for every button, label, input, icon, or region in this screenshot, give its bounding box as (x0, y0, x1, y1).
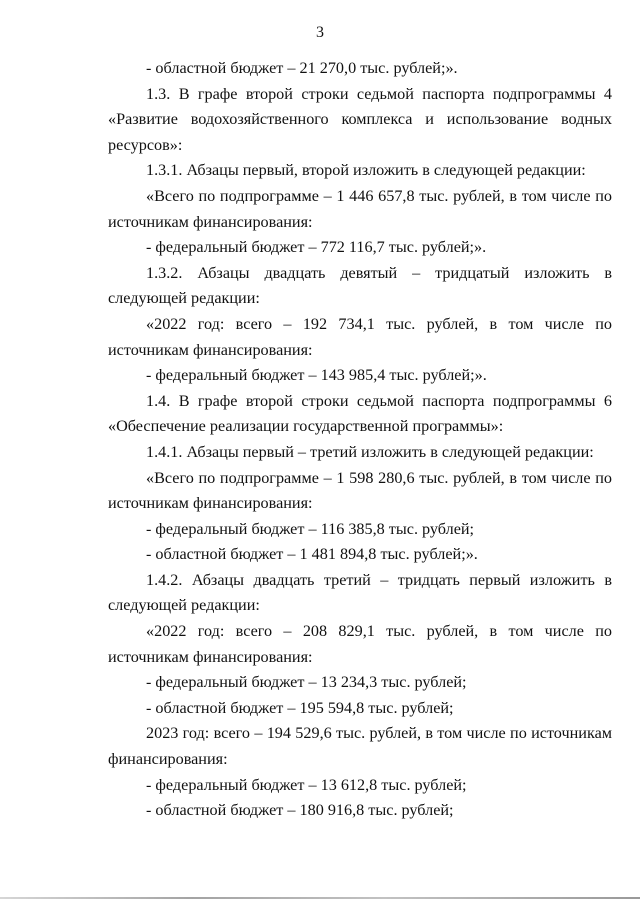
paragraph: - федеральный бюджет – 116 385,8 тыс. рублей; (146, 519, 475, 538)
paragraph: 1.3. В графе второй строки седьмой паспорта подпрограммы 4 «Развитие водохозяйственного комплекса и использование водных ресурсов»: (108, 84, 612, 154)
paragraph: «Всего по подпрограмме – 1 598 280,6 тыс. рублей, в том числе по источникам финансирования: (108, 468, 612, 513)
paragraph: - федеральный бюджет – 13 612,8 тыс. рублей; (146, 775, 467, 794)
paragraph: «Всего по подпрограмме – 1 446 657,8 тыс. рублей, в том числе по источникам финансирования: (108, 186, 612, 231)
paragraph: «2022 год: всего – 208 829,1 тыс. рублей, в том числе по источникам финансирования: (108, 622, 612, 666)
page-bottom-edge (0, 897, 640, 899)
paragraph: - областной бюджет – 21 270,0 тыс. рублей;». (146, 59, 458, 77)
paragraph: - федеральный бюджет – 13 234,3 тыс. рублей; (146, 673, 467, 692)
paragraph: 2023 год: всего – 194 529,6 тыс. рублей, в том числе по источникам финансирования: (108, 724, 612, 769)
document-body (108, 56, 612, 824)
paragraph: 1.4.1. Абзацы первый – третий изложить в следующей редакции: (146, 442, 594, 461)
paragraph: - областной бюджет – 195 594,8 тыс. рублей; (146, 698, 454, 717)
paragraph: «2022 год: всего – 192 734,1 тыс. рублей, в том числе по источникам финансирования: (108, 314, 612, 359)
page-number: 3 (316, 24, 324, 41)
paragraph: 1.4. В графе второй строки седьмой паспорта подпрограммы 6 «Обеспечение реализации государственной программы»: (108, 391, 612, 436)
paragraph: - областной бюджет – 1 481 894,8 тыс. рублей;». (146, 545, 478, 564)
paragraph: - федеральный бюджет – 143 985,4 тыс. рублей;». (146, 366, 487, 385)
paragraph: 1.3.1. Абзацы первый, второй изложить в следующей редакции: (146, 161, 586, 180)
paragraph: - федеральный бюджет – 772 116,7 тыс. рублей;». (146, 238, 487, 257)
paragraph: 1.4.2. Абзацы двадцать третий – тридцать первый изложить в следующей редакции: (108, 570, 612, 615)
paragraph: - областной бюджет – 180 916,8 тыс. рублей; (146, 801, 454, 820)
paragraph: 1.3.2. Абзацы двадцать девятый – тридцатый изложить в следующей редакции: (108, 263, 612, 308)
